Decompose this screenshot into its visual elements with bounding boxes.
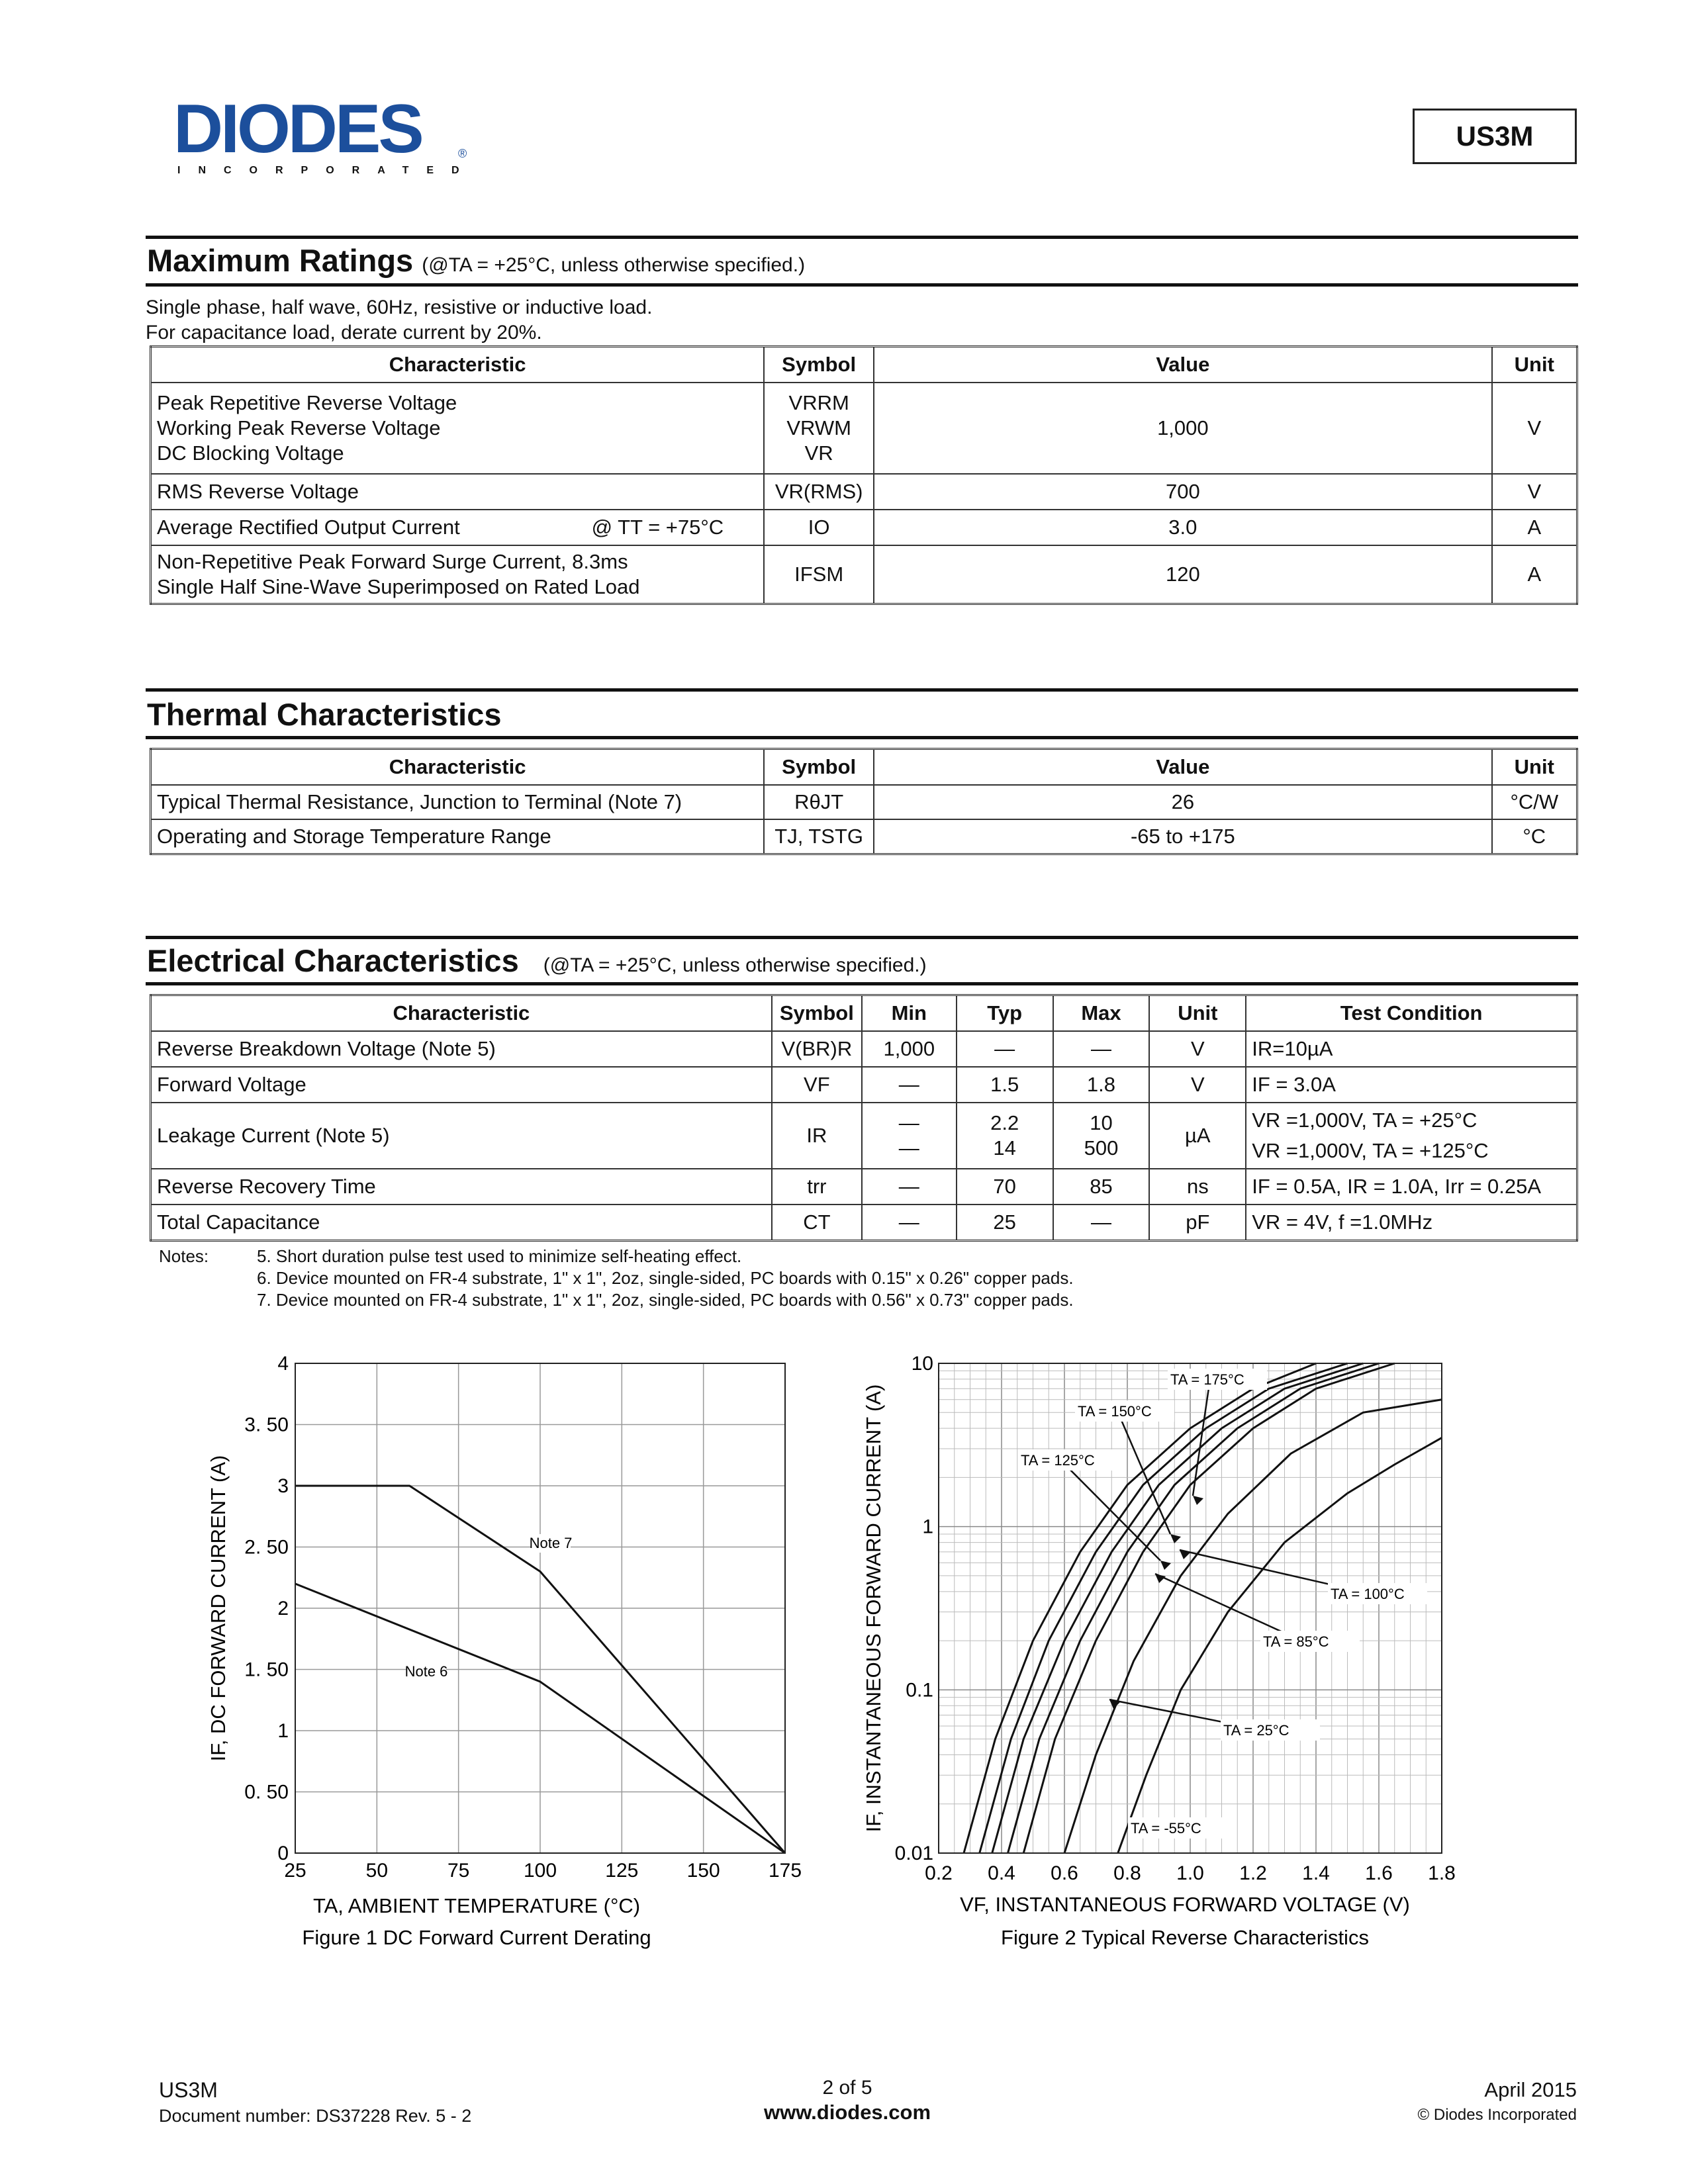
diodes-logo [173,98,478,177]
x-tick-label: 1.0 [1176,1862,1204,1884]
characteristic-cell: Typical Thermal Resistance, Junction to Terminal (Note 7) [151,785,765,819]
value-cell: 26 [874,785,1491,819]
x-tick-label: 150 [686,1860,720,1882]
x-axis-label: VF, INSTANTANEOUS FORWARD VOLTAGE (V) [960,1893,1410,1916]
typ-line: 14 [993,1136,1016,1160]
col-header: Symbol [764,749,874,786]
figure-1-derating-chart [185,1350,808,1959]
unit-cell: pF [1149,1205,1246,1240]
min-cell: — [862,1205,957,1240]
characteristic-cell: Reverse Breakdown Voltage (Note 5) [151,1031,772,1067]
table-row [151,1067,1577,1103]
electrical-table [150,994,1578,1242]
symbol-cell: IFSM [764,545,874,604]
y-tick-label: 0.01 [894,1843,933,1864]
table-header-row [151,749,1577,786]
thermal-title: Thermal Characteristics [147,697,502,732]
x-tick-label: 100 [523,1860,557,1882]
note6-label: Note 6 [404,1663,448,1680]
test-condition-line: VR =1,000V, TA = +25°C [1252,1109,1477,1132]
footer-part-number: US3M [159,2078,218,2102]
series-label: TA = 100°C [1331,1586,1405,1602]
col-header: Unit [1149,995,1246,1032]
characteristic-cell: Reverse Recovery Time [151,1169,772,1205]
unit-cell: V [1492,383,1577,474]
arrow-head [1193,1496,1203,1505]
series-line [964,1363,1316,1853]
footer-document-number: Document number: DS37228 Rev. 5 - 2 [159,2106,472,2126]
characteristic-cell [151,545,765,604]
y-axis-label: IF, INSTANTANEOUS FORWARD CURRENT (A) [862,1384,885,1833]
characteristic-line: DC Blocking Voltage [157,441,344,465]
x-tick-label: 0.6 [1051,1862,1078,1884]
series-labels [1018,1369,1427,1839]
y-tick-label: 3 [277,1475,289,1497]
y-tick-label: 10 [911,1353,933,1375]
symbol-line: VRRM [788,391,849,414]
table-row [151,474,1577,510]
characteristic-condition: @ TT = +75°C [591,516,724,539]
col-header: Min [862,995,957,1032]
x-tick-label: 0.2 [925,1862,953,1884]
col-header: Test Condition [1246,995,1577,1032]
section-divider [146,688,1578,692]
unit-cell: A [1492,545,1577,604]
electrical-title: Electrical Characteristics [147,943,519,978]
characteristic-cell [151,383,765,474]
symbol-cell: TJ, TSTG [764,819,874,854]
y-tick-label: 0 [277,1843,289,1864]
x-tick-label: 175 [768,1860,802,1882]
max-cell [1053,1103,1150,1169]
symbol-cell: V(BR)R [772,1031,862,1067]
series-label: TA = 125°C [1021,1452,1095,1469]
max-ratings-intro [146,295,652,345]
typ-line: 2.2 [990,1111,1019,1134]
table-row [151,1103,1577,1169]
characteristic-cell [151,510,765,545]
chart-gridlines [939,1363,1442,1853]
y-tick-label: 1 [277,1720,289,1742]
y-tick-label: 2 [277,1598,289,1619]
series-line [1023,1363,1395,1853]
table-row [151,383,1577,474]
arrow-head [1160,1561,1171,1570]
figure-2-forward-characteristics-chart [854,1350,1516,1959]
col-header: Symbol [772,995,862,1032]
series-line [992,1363,1364,1853]
chart-title: Figure 2 Typical Reverse Characteristics [1001,1926,1369,1949]
characteristic-cell: Leakage Current (Note 5) [151,1103,772,1169]
test-condition-cell: IF = 0.5A, IR = 1.0A, Irr = 0.25A [1246,1169,1577,1205]
typ-cell: 70 [957,1169,1053,1205]
series-label: TA = 150°C [1078,1403,1152,1420]
characteristic-text: Average Rectified Output Current [157,516,460,539]
symbol-cell: VF [772,1067,862,1103]
thermal-table [150,748,1578,855]
x-tick-label: 1.6 [1365,1862,1393,1884]
value-cell: 700 [874,474,1491,510]
x-tick-label: 25 [284,1860,306,1882]
table-row [151,510,1577,545]
characteristic-line: Single Half Sine-Wave Superimposed on Rated Load [157,574,640,598]
max-ratings-heading [147,242,805,279]
logo-text: DIODES [173,98,422,167]
unit-cell: V [1492,474,1577,510]
unit-cell: ns [1149,1169,1246,1205]
x-axis-label: TA, AMBIENT TEMPERATURE (°C) [312,1894,641,1917]
footer-website-link[interactable]: www.diodes.com [763,2101,931,2124]
col-header: Value [874,347,1491,383]
section-divider [146,236,1578,239]
min-cell: — [862,1067,957,1103]
max-line: 500 [1084,1136,1119,1160]
electrical-heading [147,942,927,979]
section-divider [146,736,1578,739]
note7-label: Note 7 [529,1535,573,1551]
section-divider [146,283,1578,287]
typ-cell: — [957,1031,1053,1067]
symbol-cell: IR [772,1103,862,1169]
col-header: Symbol [764,347,874,383]
value-cell: -65 to +175 [874,819,1491,854]
chart-tick-labels [895,1353,1456,1884]
chart-title: Figure 1 DC Forward Current Derating [302,1926,651,1949]
col-header: Value [874,749,1491,786]
col-header: Max [1053,995,1150,1032]
unit-cell: µA [1149,1103,1246,1169]
y-tick-label: 3. 50 [244,1414,289,1436]
test-condition-line: VR =1,000V, TA = +125°C [1252,1139,1489,1162]
leader-line [1117,1411,1170,1534]
typ-cell [957,1103,1053,1169]
characteristic-line: Working Peak Reverse Voltage [157,416,441,439]
series-label: TA = 175°C [1170,1371,1244,1388]
intro-line: Single phase, half wave, 60Hz, resistive or inductive load. [146,296,653,318]
x-tick-label: 1.2 [1239,1862,1267,1884]
chart-tick-labels [244,1353,802,1882]
logo-sub-text: INCORPORATED [177,165,477,176]
unit-cell: A [1492,510,1577,545]
note-item: 5. Short duration pulse test used to minimize self-heating effect. [257,1246,742,1266]
notes-block [159,1246,1074,1311]
intro-line: For capacitance load, derate current by 20%. [146,322,542,343]
chart-series [964,1363,1442,1853]
x-tick-label: 1.8 [1428,1862,1456,1884]
footer-date: April 2015 [1484,2078,1577,2101]
max-ratings-condition: (@TA = +25°C, unless otherwise specified.) [422,254,806,276]
min-line: — [898,1136,919,1160]
min-line: — [898,1111,919,1134]
unit-cell: °C [1492,819,1577,854]
table-row [151,545,1577,604]
table-row [151,785,1577,819]
table-header-row [151,347,1577,383]
typ-cell: 1.5 [957,1067,1053,1103]
table-row [151,1205,1577,1240]
y-tick-label: 0.1 [906,1679,933,1702]
logo-registered-mark: ® [458,147,467,160]
col-header: Characteristic [151,749,765,786]
electrical-condition: (@TA = +25°C, unless otherwise specified.) [543,954,927,976]
x-tick-label: 50 [365,1860,389,1882]
note-item: 6. Device mounted on FR-4 substrate, 1" x 1", 2oz, single-sided, PC boards with 0.15" x 0.26" copper pads. [257,1268,1074,1288]
footer-page-number: 2 of 5 [822,2077,872,2099]
value-cell: 120 [874,545,1491,604]
typ-cell: 25 [957,1205,1053,1240]
series-label: TA = 25°C [1223,1722,1289,1739]
y-tick-label: 1 [922,1516,933,1538]
test-condition-cell: IR=10µA [1246,1031,1577,1067]
max-line: 10 [1090,1111,1113,1134]
max-cell: 85 [1053,1169,1150,1205]
max-cell: — [1053,1205,1150,1240]
table-header-row [151,995,1577,1032]
characteristic-line: Non-Repetitive Peak Forward Surge Current, 8.3ms [157,549,628,573]
x-tick-label: 0.4 [988,1862,1015,1884]
y-tick-label: 1. 50 [244,1659,289,1681]
y-tick-label: 4 [277,1353,289,1375]
col-header: Typ [957,995,1053,1032]
symbol-cell: VR(RMS) [764,474,874,510]
symbol-line: VR [804,441,833,465]
unit-cell: V [1149,1031,1246,1067]
unit-cell: °C/W [1492,785,1577,819]
max-cell: 1.8 [1053,1067,1150,1103]
col-header: Unit [1492,749,1577,786]
test-condition-cell: VR = 4V, f =1.0MHz [1246,1205,1577,1240]
test-condition-cell [1246,1103,1577,1169]
col-header: Characteristic [151,347,765,383]
section-divider [146,936,1578,939]
x-tick-label: 125 [605,1860,639,1882]
symbol-cell: trr [772,1169,862,1205]
chart-gridlines [295,1363,785,1853]
test-condition-cell: IF = 3.0A [1246,1067,1577,1103]
arrow-head [1170,1534,1181,1543]
symbol-cell: RθJT [764,785,874,819]
y-tick-label: 2. 50 [244,1536,289,1559]
symbol-cell: IO [764,510,874,545]
series-line [1008,1363,1380,1853]
characteristic-line: Peak Repetitive Reverse Voltage [157,391,457,414]
min-cell: — [862,1169,957,1205]
section-divider [146,982,1578,985]
characteristic-cell: Operating and Storage Temperature Range [151,819,765,854]
part-number-box: US3M [1413,109,1577,164]
min-cell: 1,000 [862,1031,957,1067]
table-row [151,1169,1577,1205]
max-ratings-table [150,345,1578,605]
symbol-cell [764,383,874,474]
value-cell: 3.0 [874,510,1491,545]
symbol-line: VRWM [786,416,851,439]
x-tick-label: 0.8 [1113,1862,1141,1884]
series-label: TA = -55°C [1131,1820,1201,1837]
table-row [151,819,1577,854]
notes-label: Notes: [159,1246,209,1266]
note-item: 7. Device mounted on FR-4 substrate, 1" x 1", 2oz, single-sided, PC boards with 0.56" x 0.73" copper pads. [257,1290,1074,1310]
max-ratings-title: Maximum Ratings [147,243,414,278]
min-cell [862,1103,957,1169]
x-tick-label: 1.4 [1302,1862,1330,1884]
symbol-cell: CT [772,1205,862,1240]
y-tick-label: 0. 50 [244,1781,289,1803]
characteristic-cell: RMS Reverse Voltage [151,474,765,510]
col-header: Characteristic [151,995,772,1032]
x-tick-label: 75 [447,1860,470,1882]
series-label: TA = 85°C [1263,1633,1329,1650]
characteristic-cell: Total Capacitance [151,1205,772,1240]
characteristic-cell: Forward Voltage [151,1067,772,1103]
value-cell: 1,000 [874,383,1491,474]
footer-copyright: © Diodes Incorporated [1417,2106,1577,2124]
y-axis-label: IF, DC FORWARD CURRENT (A) [207,1455,230,1762]
max-cell: — [1053,1031,1150,1067]
col-header: Unit [1492,347,1577,383]
unit-cell: V [1149,1067,1246,1103]
table-row [151,1031,1577,1067]
